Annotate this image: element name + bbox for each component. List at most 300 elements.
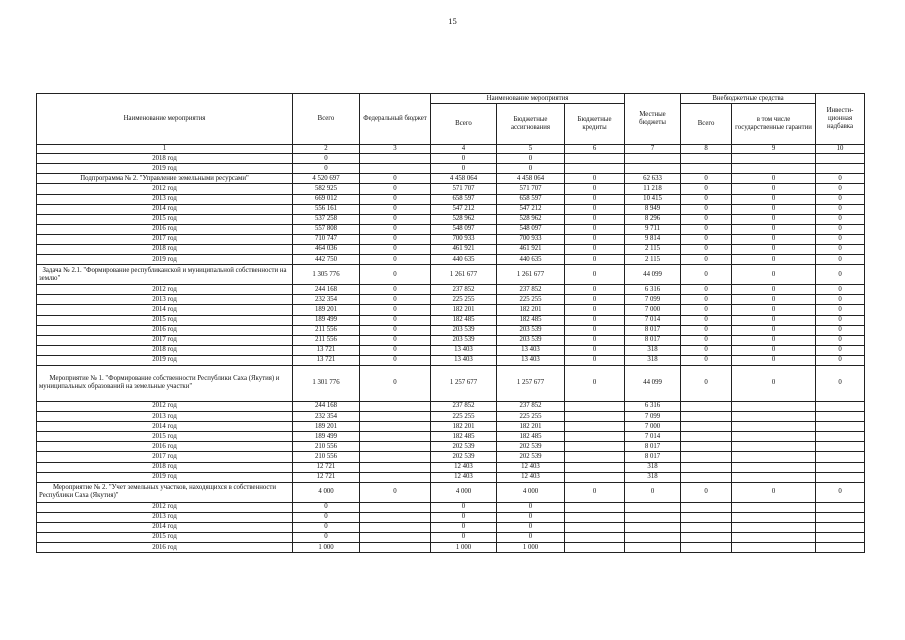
- table-row: [37, 543, 865, 553]
- row-value: 461 921: [431, 245, 497, 255]
- row-value: 12 403: [431, 472, 497, 482]
- row-value: [360, 164, 431, 174]
- row-value: 710 747: [293, 234, 360, 244]
- row-value: 0: [497, 164, 565, 174]
- row-value: 0: [293, 154, 360, 164]
- row-value: 0: [732, 194, 816, 204]
- row-value: 0: [816, 365, 865, 401]
- row-value: [360, 512, 431, 522]
- table-header: [37, 94, 865, 154]
- row-value: 182 201: [431, 422, 497, 432]
- row-value: 0: [732, 345, 816, 355]
- row-label: Задача № 2.1. "Формирование республиканской и муниципальной собственности на землю": [37, 265, 293, 285]
- table-row: [37, 401, 865, 411]
- row-value: 1 257 677: [431, 365, 497, 401]
- row-value: 182 201: [497, 422, 565, 432]
- row-value: 0: [565, 345, 625, 355]
- row-value: 0: [565, 245, 625, 255]
- table-row: [37, 315, 865, 325]
- table-row: [37, 482, 865, 502]
- row-value: 0: [681, 265, 732, 285]
- row-value: 0: [681, 482, 732, 502]
- row-value: [360, 543, 431, 553]
- row-value: [360, 462, 431, 472]
- row-value: 0: [360, 295, 431, 305]
- row-value: 0: [565, 234, 625, 244]
- row-value: 658 597: [497, 194, 565, 204]
- row-value: [732, 422, 816, 432]
- row-value: 461 921: [497, 245, 565, 255]
- row-value: 0: [732, 365, 816, 401]
- row-label: 2016 год: [37, 543, 293, 553]
- row-value: [625, 543, 681, 553]
- row-value: 7 099: [625, 412, 681, 422]
- row-value: [625, 502, 681, 512]
- table-row: [37, 452, 865, 462]
- row-value: 182 201: [497, 305, 565, 315]
- row-value: 182 485: [431, 315, 497, 325]
- row-label: 2019 год: [37, 255, 293, 265]
- row-value: 669 012: [293, 194, 360, 204]
- row-value: 0: [360, 234, 431, 244]
- row-value: 0: [732, 295, 816, 305]
- row-value: 13 403: [431, 355, 497, 365]
- row-value: 0: [360, 365, 431, 401]
- header-local: Местные бюджеты: [625, 94, 681, 145]
- row-label: 2013 год: [37, 412, 293, 422]
- row-value: 0: [816, 174, 865, 184]
- row-value: [681, 472, 732, 482]
- table-row: [37, 472, 865, 482]
- row-value: 0: [681, 325, 732, 335]
- row-value: 547 212: [431, 204, 497, 214]
- row-label: 2016 год: [37, 224, 293, 234]
- row-value: [360, 472, 431, 482]
- row-value: 0: [360, 265, 431, 285]
- row-value: 0: [732, 315, 816, 325]
- row-value: 0: [565, 214, 625, 224]
- row-value: 0: [816, 184, 865, 194]
- row-value: [360, 432, 431, 442]
- table-row: [37, 255, 865, 265]
- row-label: 2014 год: [37, 522, 293, 532]
- row-value: 0: [431, 533, 497, 543]
- row-label: 2015 год: [37, 533, 293, 543]
- row-value: 0: [681, 335, 732, 345]
- row-value: [565, 412, 625, 422]
- row-value: 1 000: [497, 543, 565, 553]
- row-label: 2017 год: [37, 335, 293, 345]
- row-label: 2015 год: [37, 214, 293, 224]
- row-value: 0: [360, 245, 431, 255]
- row-value: 7 014: [625, 315, 681, 325]
- row-value: 12 403: [497, 462, 565, 472]
- row-value: [681, 533, 732, 543]
- row-value: 0: [816, 335, 865, 345]
- row-value: 582 925: [293, 184, 360, 194]
- row-value: 0: [431, 502, 497, 512]
- row-value: 0: [681, 224, 732, 234]
- row-value: [681, 164, 732, 174]
- row-value: 12 721: [293, 462, 360, 472]
- row-value: 0: [732, 234, 816, 244]
- row-value: 12 721: [293, 472, 360, 482]
- row-label: 2012 год: [37, 502, 293, 512]
- row-value: [360, 533, 431, 543]
- row-value: [816, 422, 865, 432]
- header-invest: Инвести-ционная надбавка: [816, 94, 865, 145]
- row-value: 0: [360, 184, 431, 194]
- row-value: 0: [565, 482, 625, 502]
- row-value: 8 949: [625, 204, 681, 214]
- row-label: 2017 год: [37, 234, 293, 244]
- table-row: [37, 184, 865, 194]
- row-value: 203 539: [431, 325, 497, 335]
- table-row: [37, 365, 865, 401]
- row-label: 2016 год: [37, 325, 293, 335]
- row-value: [360, 452, 431, 462]
- row-value: [565, 512, 625, 522]
- row-value: [681, 522, 732, 532]
- row-value: 6 316: [625, 285, 681, 295]
- row-value: [360, 442, 431, 452]
- row-value: 0: [732, 245, 816, 255]
- row-value: 244 168: [293, 285, 360, 295]
- row-value: 12 403: [497, 472, 565, 482]
- row-value: [625, 154, 681, 164]
- row-value: 0: [565, 204, 625, 214]
- row-value: 0: [293, 533, 360, 543]
- row-value: [565, 472, 625, 482]
- row-value: [816, 432, 865, 442]
- row-value: 0: [681, 305, 732, 315]
- row-value: 0: [681, 184, 732, 194]
- row-value: 464 036: [293, 245, 360, 255]
- row-value: 13 403: [497, 345, 565, 355]
- row-value: 0: [293, 502, 360, 512]
- row-value: [732, 154, 816, 164]
- row-value: 0: [681, 355, 732, 365]
- row-value: [816, 533, 865, 543]
- row-value: 0: [360, 315, 431, 325]
- column-number: 1: [37, 145, 293, 154]
- row-value: 0: [565, 315, 625, 325]
- table-row: [37, 214, 865, 224]
- row-value: 44 099: [625, 265, 681, 285]
- page-number: 15: [448, 16, 457, 26]
- table-row: [37, 194, 865, 204]
- table-row: [37, 422, 865, 432]
- row-value: 0: [816, 214, 865, 224]
- row-value: 182 485: [497, 432, 565, 442]
- row-value: 700 933: [497, 234, 565, 244]
- header-extra-total: Всего: [681, 104, 732, 145]
- row-value: [816, 543, 865, 553]
- row-value: 237 852: [431, 285, 497, 295]
- row-value: 9 711: [625, 224, 681, 234]
- row-value: 0: [816, 265, 865, 285]
- row-value: 4 000: [497, 482, 565, 502]
- row-value: 237 852: [431, 401, 497, 411]
- row-value: 0: [497, 512, 565, 522]
- row-value: [360, 502, 431, 512]
- row-value: 225 255: [431, 412, 497, 422]
- row-value: 0: [681, 345, 732, 355]
- row-value: 7 014: [625, 432, 681, 442]
- header-budget-credits: Бюджетные кредиты: [565, 104, 625, 145]
- row-value: 571 707: [431, 184, 497, 194]
- row-value: 0: [431, 164, 497, 174]
- row-value: 0: [732, 335, 816, 345]
- row-label: 2013 год: [37, 512, 293, 522]
- row-value: 0: [565, 285, 625, 295]
- row-value: 0: [565, 295, 625, 305]
- table-row: [37, 462, 865, 472]
- row-label: 2014 год: [37, 422, 293, 432]
- row-value: 0: [732, 255, 816, 265]
- row-value: [681, 412, 732, 422]
- row-value: 203 539: [431, 335, 497, 345]
- row-value: 0: [732, 355, 816, 365]
- row-value: [732, 164, 816, 174]
- row-value: 4 520 697: [293, 174, 360, 184]
- row-value: 0: [565, 224, 625, 234]
- header-extra-guarantees: в том числе государственные гарантии: [732, 104, 816, 145]
- row-value: 0: [816, 245, 865, 255]
- row-value: 0: [293, 164, 360, 174]
- row-value: [816, 452, 865, 462]
- row-value: 0: [360, 325, 431, 335]
- row-label: 2012 год: [37, 401, 293, 411]
- row-value: [565, 154, 625, 164]
- column-number: 3: [360, 145, 431, 154]
- row-label: 2012 год: [37, 285, 293, 295]
- row-value: [625, 164, 681, 174]
- table-row: [37, 174, 865, 184]
- row-value: [732, 452, 816, 462]
- row-value: 0: [360, 204, 431, 214]
- column-number: 4: [431, 145, 497, 154]
- row-value: 0: [293, 512, 360, 522]
- table-row: [37, 154, 865, 164]
- row-value: 182 201: [431, 305, 497, 315]
- row-value: 0: [431, 522, 497, 532]
- row-value: 0: [625, 482, 681, 502]
- row-value: 0: [431, 154, 497, 164]
- row-value: 548 097: [497, 224, 565, 234]
- row-value: [681, 422, 732, 432]
- table-row: [37, 522, 865, 532]
- row-value: 13 721: [293, 345, 360, 355]
- row-value: 0: [732, 265, 816, 285]
- row-label: 2015 год: [37, 315, 293, 325]
- row-label: 2017 год: [37, 452, 293, 462]
- table-row: [37, 265, 865, 285]
- row-value: 0: [360, 355, 431, 365]
- row-value: 0: [565, 174, 625, 184]
- row-value: 0: [565, 365, 625, 401]
- row-value: 0: [360, 482, 431, 502]
- row-value: [732, 462, 816, 472]
- row-value: 0: [360, 335, 431, 345]
- column-number: 5: [497, 145, 565, 154]
- row-label: Мероприятие № 2. "Учет земельных участков, находящихся в собственности Республики Саха (Якутия)": [37, 482, 293, 502]
- row-value: [360, 401, 431, 411]
- row-value: 8 017: [625, 335, 681, 345]
- column-number: 9: [732, 145, 816, 154]
- row-value: [816, 412, 865, 422]
- row-value: 0: [816, 204, 865, 214]
- row-value: [732, 543, 816, 553]
- row-value: 0: [732, 184, 816, 194]
- row-value: 0: [732, 174, 816, 184]
- row-value: 528 962: [431, 214, 497, 224]
- row-value: 0: [360, 194, 431, 204]
- row-value: 202 539: [431, 442, 497, 452]
- row-label: 2018 год: [37, 245, 293, 255]
- row-value: 0: [431, 512, 497, 522]
- row-value: 13 403: [431, 345, 497, 355]
- row-value: [681, 432, 732, 442]
- row-value: 211 556: [293, 335, 360, 345]
- row-value: 1 257 677: [497, 365, 565, 401]
- row-value: 700 933: [431, 234, 497, 244]
- row-value: 0: [681, 194, 732, 204]
- row-value: [681, 452, 732, 462]
- row-value: 225 255: [497, 412, 565, 422]
- table-row: [37, 204, 865, 214]
- row-value: 0: [816, 224, 865, 234]
- row-value: 8 017: [625, 452, 681, 462]
- row-value: [681, 462, 732, 472]
- row-value: 0: [681, 204, 732, 214]
- row-value: 528 962: [497, 214, 565, 224]
- row-value: [681, 512, 732, 522]
- row-value: 442 750: [293, 255, 360, 265]
- row-value: 0: [816, 315, 865, 325]
- row-value: [565, 164, 625, 174]
- row-value: 1 301 776: [293, 365, 360, 401]
- table-row: [37, 412, 865, 422]
- row-value: 0: [681, 245, 732, 255]
- header-federal: Федеральный бюджет: [360, 94, 431, 145]
- row-value: 0: [360, 224, 431, 234]
- row-value: 4 458 064: [497, 174, 565, 184]
- table-row: [37, 224, 865, 234]
- row-value: [681, 401, 732, 411]
- row-value: 210 556: [293, 452, 360, 462]
- row-value: [732, 533, 816, 543]
- row-value: [732, 442, 816, 452]
- row-value: 4 458 064: [431, 174, 497, 184]
- row-value: [565, 442, 625, 452]
- row-value: 0: [681, 174, 732, 184]
- row-value: 7 099: [625, 295, 681, 305]
- column-numbers-row: [37, 145, 865, 154]
- row-label: Подпрограмма № 2. "Управление земельными ресурсами": [37, 174, 293, 184]
- row-label: 2018 год: [37, 462, 293, 472]
- row-value: [360, 412, 431, 422]
- row-value: 189 499: [293, 315, 360, 325]
- row-value: 202 539: [497, 442, 565, 452]
- row-value: 318: [625, 345, 681, 355]
- row-value: [816, 154, 865, 164]
- row-value: 9 814: [625, 234, 681, 244]
- table-row: [37, 295, 865, 305]
- row-value: [360, 522, 431, 532]
- row-value: 0: [681, 365, 732, 401]
- row-value: [625, 522, 681, 532]
- row-value: [732, 522, 816, 532]
- row-value: 0: [497, 154, 565, 164]
- row-value: 0: [497, 533, 565, 543]
- row-value: [565, 401, 625, 411]
- row-value: 0: [816, 255, 865, 265]
- row-value: [625, 533, 681, 543]
- row-value: 182 485: [431, 432, 497, 442]
- table-row: [37, 432, 865, 442]
- row-value: 0: [565, 255, 625, 265]
- row-value: [816, 512, 865, 522]
- row-label: 2018 год: [37, 154, 293, 164]
- table-row: [37, 245, 865, 255]
- row-value: 237 852: [497, 285, 565, 295]
- row-value: 44 099: [625, 365, 681, 401]
- row-value: 0: [732, 285, 816, 295]
- row-value: 7 000: [625, 422, 681, 432]
- row-value: 548 097: [431, 224, 497, 234]
- header-name: Наименование мероприятия: [37, 94, 293, 145]
- row-value: 8 296: [625, 214, 681, 224]
- row-value: 318: [625, 472, 681, 482]
- budget-table: [36, 93, 865, 553]
- row-label: 2014 год: [37, 305, 293, 315]
- row-value: 0: [360, 214, 431, 224]
- row-value: [625, 512, 681, 522]
- row-value: 537 258: [293, 214, 360, 224]
- row-value: 1 261 677: [497, 265, 565, 285]
- row-value: 0: [816, 194, 865, 204]
- row-value: 0: [681, 285, 732, 295]
- row-value: 4 000: [431, 482, 497, 502]
- row-value: 0: [816, 234, 865, 244]
- row-value: 571 707: [497, 184, 565, 194]
- row-value: [816, 401, 865, 411]
- row-value: 440 635: [497, 255, 565, 265]
- row-value: 1 261 677: [431, 265, 497, 285]
- row-value: 0: [565, 325, 625, 335]
- table-row: [37, 502, 865, 512]
- row-value: [732, 412, 816, 422]
- header-total: Всего: [293, 94, 360, 145]
- row-value: [681, 154, 732, 164]
- row-value: 0: [681, 255, 732, 265]
- row-label: Мероприятие № 1. "Формирование собственности Республики Саха (Якутия) и муниципальных образований на земельные участки": [37, 365, 293, 401]
- column-number: 10: [816, 145, 865, 154]
- row-value: 182 485: [497, 315, 565, 325]
- table-row: [37, 533, 865, 543]
- row-label: 2019 год: [37, 164, 293, 174]
- row-value: 0: [565, 335, 625, 345]
- table-row: [37, 335, 865, 345]
- row-value: 1 000: [293, 543, 360, 553]
- row-value: 8 017: [625, 442, 681, 452]
- row-value: 0: [732, 204, 816, 214]
- row-label: 2019 год: [37, 472, 293, 482]
- row-value: 0: [565, 305, 625, 315]
- row-value: [565, 502, 625, 512]
- row-value: 189 201: [293, 305, 360, 315]
